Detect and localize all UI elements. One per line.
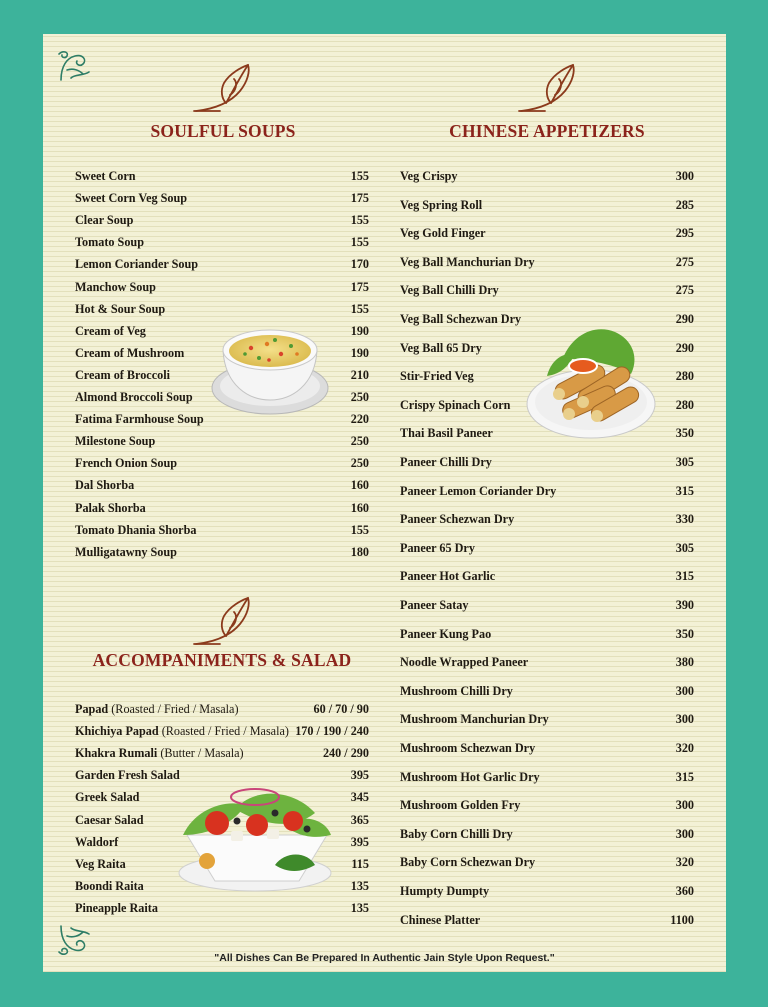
item-name-text: Cream of Mushroom <box>75 345 185 360</box>
item-name-text: Veg Ball Schezwan Dry <box>400 312 522 326</box>
item-name <box>400 198 482 213</box>
item-note: (Roasted / Fried / Masala) <box>161 724 289 739</box>
menu-item <box>400 255 694 271</box>
item-price: 280 <box>675 397 694 412</box>
item-name <box>400 484 556 499</box>
item-name <box>400 855 535 870</box>
item-name-text: Khichiya Papad <box>75 724 159 739</box>
item-name <box>75 901 158 916</box>
item-name <box>75 702 239 717</box>
item-price: 250 <box>350 434 369 449</box>
menu-item <box>75 235 369 251</box>
item-price: 360 <box>675 884 694 898</box>
item-name <box>400 827 513 842</box>
item-name <box>400 569 495 584</box>
item-price: 380 <box>675 655 694 670</box>
item-price: 175 <box>350 191 369 206</box>
item-name-text: Veg Crispy <box>400 169 458 183</box>
menu-item <box>400 569 694 585</box>
menu-item <box>400 684 694 700</box>
menu-item <box>400 455 694 471</box>
item-price: 135 <box>350 900 369 915</box>
menu-item <box>400 627 694 643</box>
item-name <box>75 257 198 272</box>
item-price: 300 <box>675 798 694 813</box>
item-name <box>400 913 480 928</box>
item-price: 170 / 190 / 240 <box>295 724 369 739</box>
item-name-text: Caesar Salad <box>75 812 144 827</box>
item-name-text: Veg Spring Roll <box>400 197 483 212</box>
item-name-text: Greek Salad <box>75 790 140 805</box>
menu-item <box>400 855 694 871</box>
item-price: 305 <box>675 455 694 469</box>
item-name-text: Lemon Coriander Soup <box>75 257 199 272</box>
item-name-text: Cream of Broccoli <box>75 367 170 382</box>
item-name <box>400 512 514 527</box>
item-price: 220 <box>350 412 369 427</box>
item-name <box>75 879 144 894</box>
item-name-text: Mulligatawny Soup <box>75 544 177 559</box>
item-price: 250 <box>350 456 369 471</box>
item-name-text: Thai Basil Paneer <box>400 426 493 441</box>
item-price: 180 <box>350 544 369 559</box>
menu-item <box>400 655 694 671</box>
item-name-text: Khakra Rumali <box>75 746 158 761</box>
item-price: 300 <box>675 826 694 841</box>
item-name <box>75 456 177 471</box>
item-name <box>75 302 165 317</box>
item-name-text: Sweet Corn Veg Soup <box>75 191 188 206</box>
item-name-text: Paneer Schezwan Dry <box>400 512 515 527</box>
item-name-text: Clear Soup <box>75 213 134 228</box>
item-name-text: Tomato Dhania Shorba <box>75 522 197 537</box>
item-name <box>75 368 170 383</box>
item-price: 280 <box>675 369 694 384</box>
item-name-text: Veg Ball Chilli Dry <box>400 283 499 298</box>
item-name-text: Dal Shorba <box>75 478 135 493</box>
item-price: 175 <box>350 279 369 294</box>
menu-item <box>75 478 369 494</box>
item-name <box>75 523 196 538</box>
item-price: 315 <box>675 769 694 784</box>
menu-item <box>400 798 694 814</box>
menu-item <box>75 191 369 207</box>
item-price: 290 <box>675 312 694 326</box>
item-name <box>400 255 535 270</box>
item-price: 350 <box>675 626 694 641</box>
item-price: 350 <box>675 426 694 441</box>
item-price: 305 <box>675 540 694 555</box>
section-title-accompaniments: ACCOMPANIMENTS & SALAD <box>92 650 352 670</box>
item-price: 295 <box>675 226 694 241</box>
item-price: 155 <box>350 169 369 183</box>
item-name <box>400 341 482 356</box>
item-name <box>400 455 492 470</box>
item-name <box>400 541 475 556</box>
menu-item <box>75 434 369 450</box>
item-name-text: Paneer Chilli Dry <box>400 455 492 469</box>
item-name <box>400 169 457 184</box>
item-price: 275 <box>675 254 694 269</box>
item-name-text: Baby Corn Schezwan Dry <box>400 855 536 870</box>
item-name-text: Veg Gold Finger <box>400 226 486 241</box>
item-name <box>400 398 510 413</box>
item-price: 240 / 290 <box>322 746 369 761</box>
item-name <box>400 884 489 899</box>
menu-item <box>75 901 369 917</box>
soup-bowl-icon <box>209 314 331 418</box>
menu-item <box>400 283 694 299</box>
item-price: 60 / 70 / 90 <box>313 702 369 716</box>
salad-bowl-icon <box>175 769 335 899</box>
item-price: 155 <box>350 301 369 316</box>
item-name-text: Paneer Lemon Coriander Dry <box>400 483 557 498</box>
item-name <box>400 226 486 241</box>
item-price: 330 <box>675 512 694 527</box>
item-name-text: Mushroom Schezwan Dry <box>400 741 536 755</box>
feather-leaf-icon <box>190 63 256 115</box>
item-price: 155 <box>350 522 369 537</box>
item-name <box>75 169 136 184</box>
item-name-text: Papad <box>75 702 109 716</box>
item-name <box>400 283 499 298</box>
item-price: 300 <box>675 683 694 698</box>
menu-item <box>400 913 694 929</box>
item-note: (Butter / Masala) <box>160 746 244 761</box>
menu-item <box>75 257 369 273</box>
item-name <box>75 324 146 339</box>
item-name-text: Pineapple Raita <box>75 900 158 915</box>
menu-item <box>400 512 694 528</box>
item-name-text: Noodle Wrapped Paneer <box>400 655 529 670</box>
item-name-text: Garden Fresh Salad <box>75 768 180 783</box>
item-name-text: Palak Shorba <box>75 500 146 515</box>
item-name <box>400 598 469 613</box>
item-name-text: Paneer Satay <box>400 598 469 612</box>
item-price: 210 <box>350 367 369 382</box>
item-name <box>75 235 144 250</box>
item-name <box>75 346 184 361</box>
item-name <box>400 312 521 327</box>
menu-item <box>400 198 694 214</box>
item-name <box>400 426 493 441</box>
item-name <box>400 627 491 642</box>
menu-item <box>400 226 694 242</box>
footer-note: "All Dishes Can Be Prepared In Authentic Jain Style Upon Request." <box>214 952 555 964</box>
item-price: 300 <box>675 712 694 727</box>
item-name <box>400 684 513 699</box>
item-name <box>75 390 193 405</box>
item-name-text: Mushroom Manchurian Dry <box>400 712 549 727</box>
item-name <box>75 280 156 295</box>
menu-item <box>75 545 369 561</box>
item-name <box>75 746 244 761</box>
swirl-ornament-icon <box>53 44 93 84</box>
item-price: 170 <box>350 257 369 272</box>
item-name-text: Hot & Sour Soup <box>75 301 166 316</box>
item-price: 275 <box>675 283 694 298</box>
item-price: 285 <box>675 197 694 212</box>
item-note: (Roasted / Fried / Masala) <box>111 702 239 716</box>
spring-rolls-icon <box>523 314 658 442</box>
item-price: 155 <box>350 235 369 250</box>
item-name-text: Tomato Soup <box>75 235 144 250</box>
menu-item <box>75 169 369 185</box>
item-price: 395 <box>350 834 369 849</box>
menu-item <box>400 884 694 900</box>
item-price: 300 <box>675 169 694 183</box>
item-name-text: Cream of Veg <box>75 323 146 338</box>
item-price: 160 <box>350 500 369 515</box>
item-name <box>75 501 146 516</box>
item-name <box>75 434 155 449</box>
item-name-text: Veg Raita <box>75 856 126 871</box>
item-price: 190 <box>350 345 369 360</box>
section-title-chinese: CHINESE APPETIZERS <box>449 121 645 141</box>
item-name-text: Boondi Raita <box>75 878 144 893</box>
item-price: 250 <box>350 390 369 404</box>
item-name <box>400 369 474 384</box>
menu-item <box>75 746 369 762</box>
item-name-text: Almond Broccoli Soup <box>75 390 193 404</box>
item-name-text: Paneer Hot Garlic <box>400 569 496 584</box>
item-name-text: Manchow Soup <box>75 279 156 294</box>
item-name-text: Sweet Corn <box>75 169 136 183</box>
item-price: 345 <box>350 790 369 805</box>
menu-item <box>400 169 694 185</box>
item-name-text: Chinese Platter <box>400 912 481 927</box>
item-name-text: Stir-Fried Veg <box>400 369 474 384</box>
item-price: 155 <box>350 213 369 228</box>
item-price: 135 <box>350 878 369 893</box>
item-name <box>75 813 144 828</box>
item-name <box>75 545 177 560</box>
item-name-text: Paneer Kung Pao <box>400 626 492 641</box>
item-name-text: Mushroom Golden Fry <box>400 798 521 813</box>
menu-item <box>400 770 694 786</box>
item-name-text: Humpty Dumpty <box>400 884 490 898</box>
menu-item <box>400 712 694 728</box>
item-name-text: Fatima Farmhouse Soup <box>75 412 204 427</box>
menu-item <box>400 541 694 557</box>
item-name-text: Crispy Spinach Corn <box>400 397 511 412</box>
item-name-text: Mushroom Chilli Dry <box>400 683 513 698</box>
item-name <box>75 724 289 739</box>
menu-item <box>75 523 369 539</box>
item-name <box>400 712 549 727</box>
menu-item <box>75 456 369 472</box>
menu-item <box>75 213 369 229</box>
item-name-text: Waldorf <box>75 834 119 849</box>
menu-item <box>75 724 369 740</box>
item-price: 190 <box>350 323 369 338</box>
item-price: 315 <box>675 483 694 498</box>
item-name <box>75 478 134 493</box>
item-name <box>75 213 133 228</box>
item-price: 365 <box>350 812 369 827</box>
feather-leaf-icon <box>515 63 581 115</box>
item-name <box>75 412 204 427</box>
item-price: 390 <box>675 598 694 612</box>
menu-page <box>43 34 726 972</box>
item-name-text: Paneer 65 Dry <box>400 540 475 555</box>
item-price: 160 <box>350 478 369 493</box>
menu-item <box>400 598 694 614</box>
item-name <box>75 835 118 850</box>
item-price: 115 <box>351 856 369 871</box>
item-name <box>75 768 180 783</box>
item-price: 320 <box>675 855 694 870</box>
item-name <box>400 770 540 785</box>
item-name-text: Milestone Soup <box>75 434 156 449</box>
item-name-text: Veg Ball Manchurian Dry <box>400 254 535 269</box>
item-name <box>400 741 535 756</box>
item-price: 315 <box>675 569 694 584</box>
section-title-soups: SOULFUL SOUPS <box>150 121 296 141</box>
menu-item <box>75 501 369 517</box>
item-name <box>400 655 528 670</box>
menu-item <box>400 741 694 757</box>
item-name <box>75 857 126 872</box>
item-name <box>75 191 187 206</box>
item-price: 290 <box>675 340 694 355</box>
item-name-text: Baby Corn Chilli Dry <box>400 826 513 841</box>
item-name <box>400 798 520 813</box>
menu-item <box>400 827 694 843</box>
menu-item <box>75 702 369 718</box>
feather-leaf-icon <box>190 596 256 648</box>
item-name-text: Veg Ball 65 Dry <box>400 340 482 355</box>
item-price: 320 <box>675 741 694 755</box>
item-name-text: Mushroom Hot Garlic Dry <box>400 769 540 784</box>
menu-item <box>75 280 369 296</box>
item-price: 1100 <box>670 912 694 927</box>
item-name-text: French Onion Soup <box>75 456 178 471</box>
menu-item <box>400 484 694 500</box>
item-price: 395 <box>350 768 369 783</box>
item-name <box>75 790 139 805</box>
